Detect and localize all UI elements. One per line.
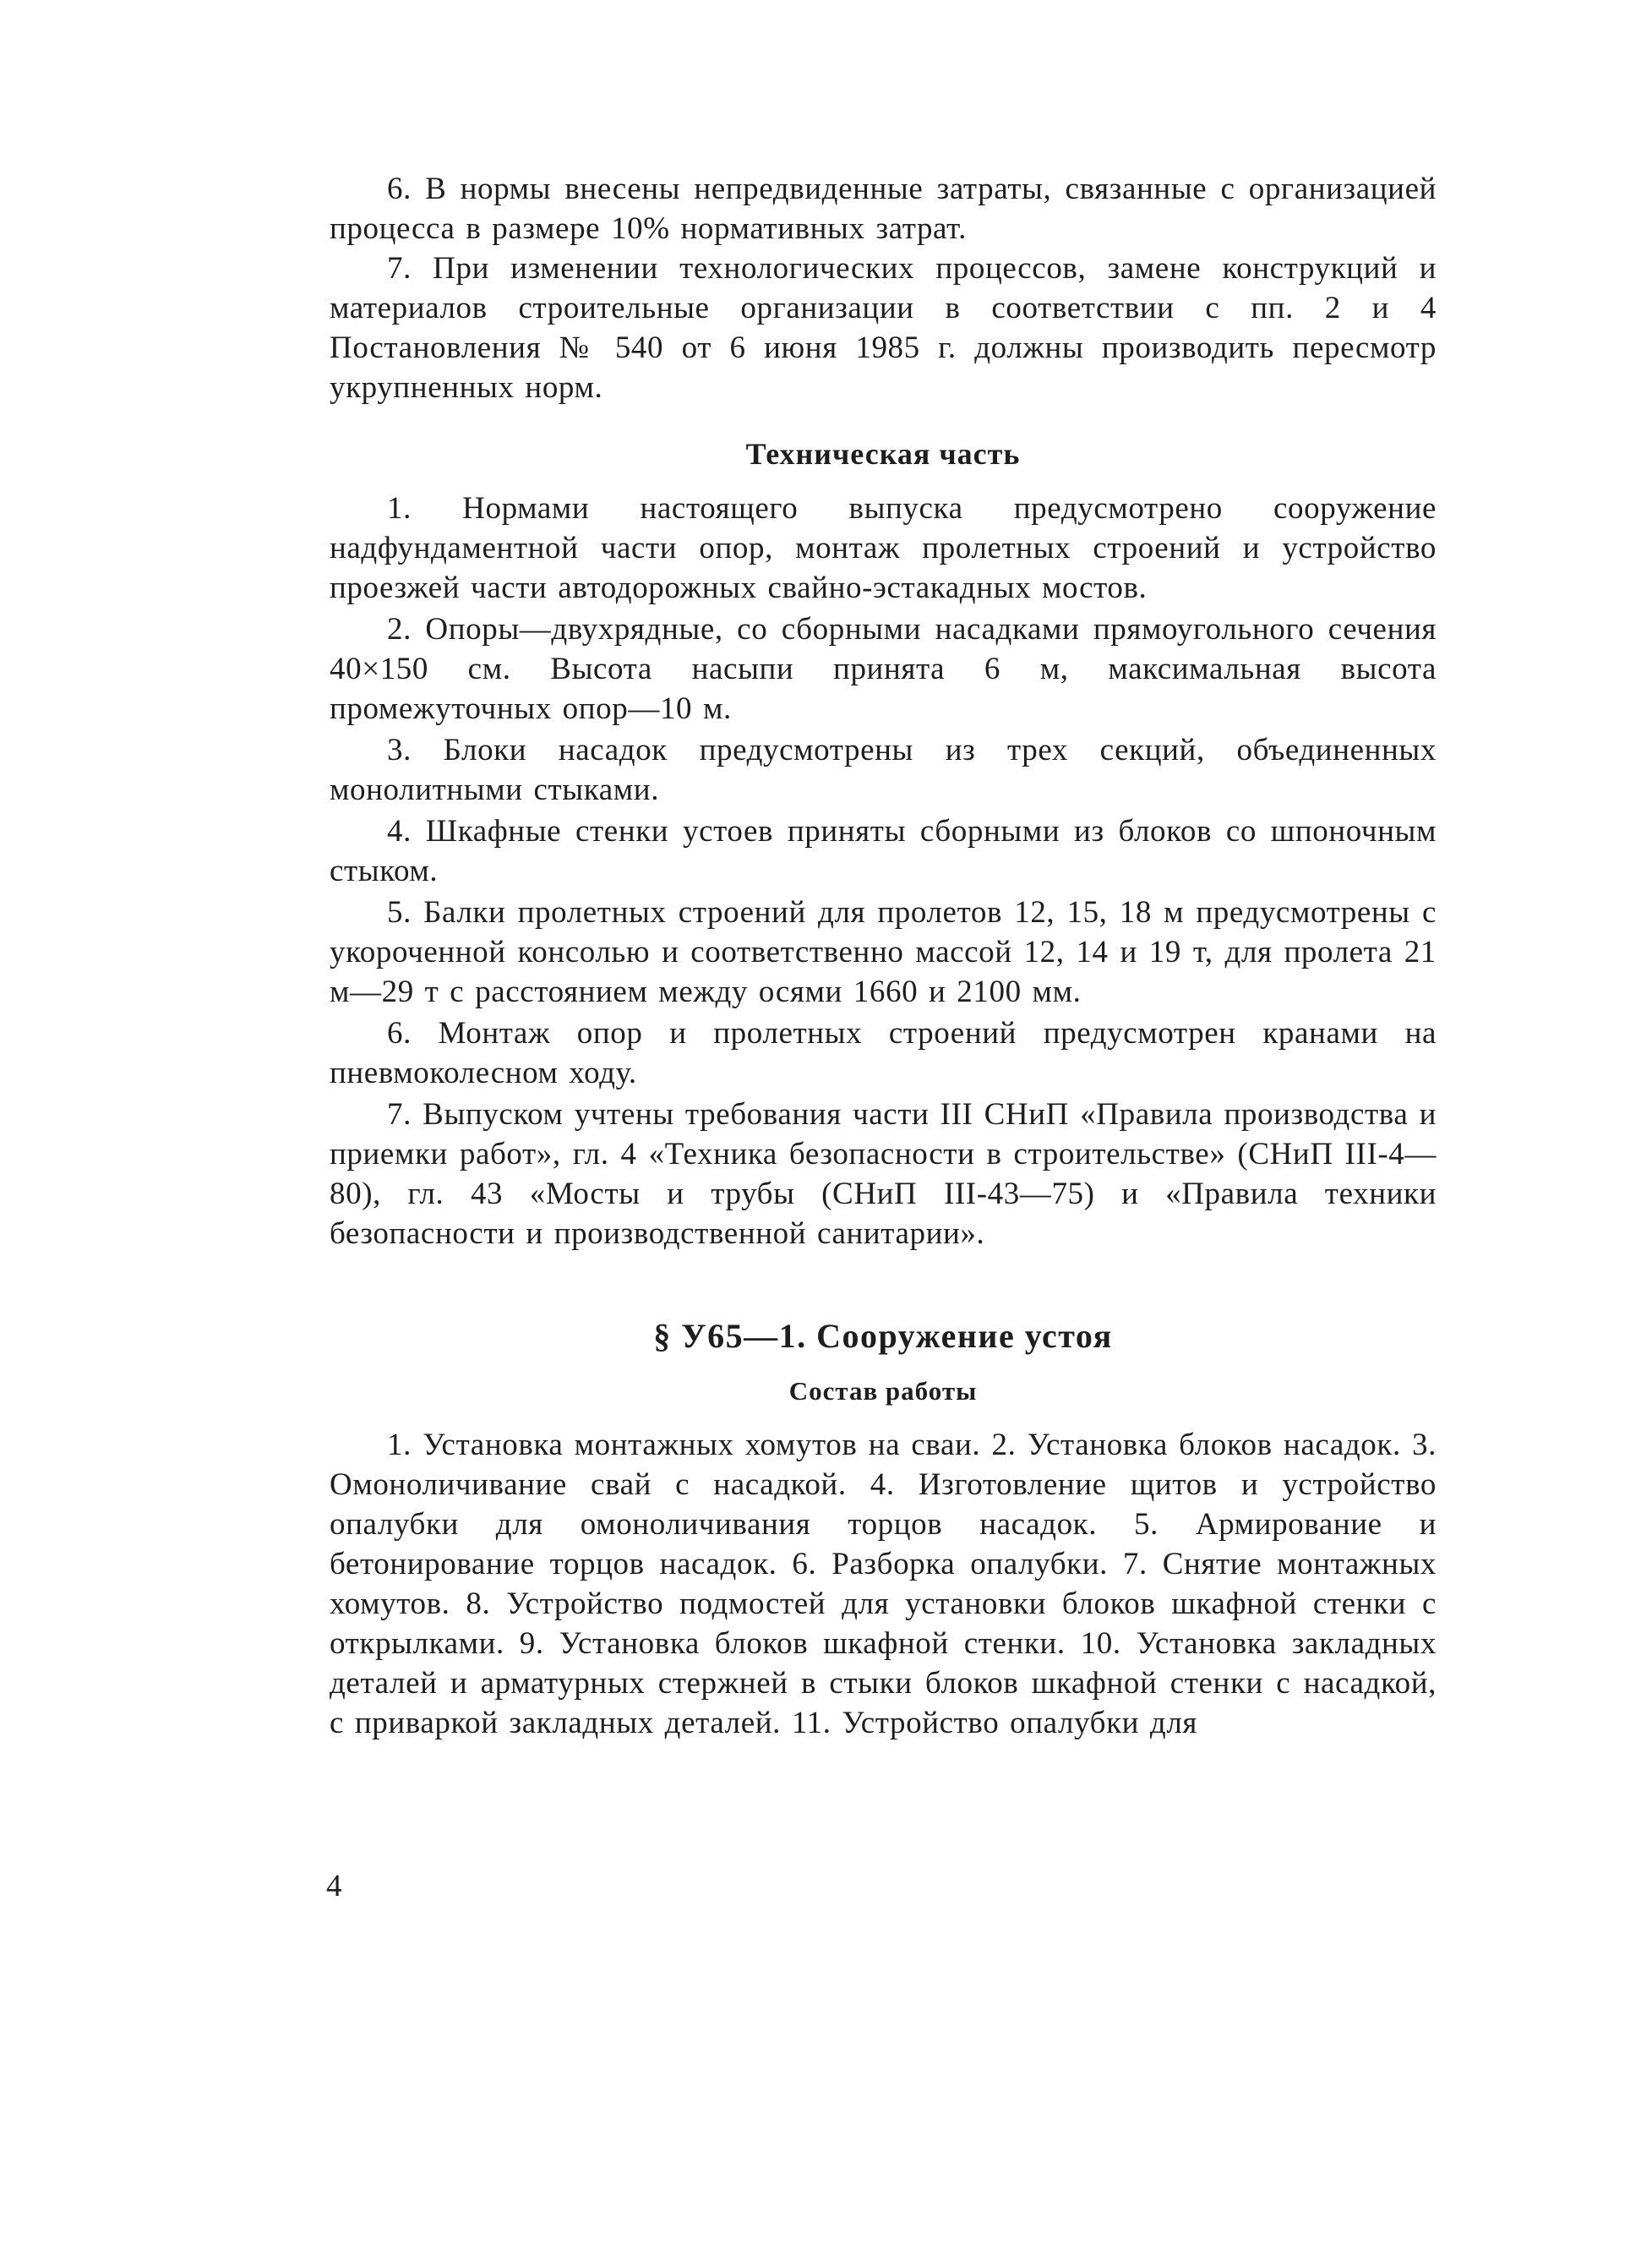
technical-part-list <box>330 489 1437 1253</box>
intro-item-7: 7. При изменении технологических процессов, замене конструкций и материалов строительные организации в соответствии с пп. 2 и 4 Постановления № 540 от 6 июня 1985 г. должны производить пересмотр укрупненных норм. <box>330 251 1437 405</box>
technical-item-7: 7. Выпуском учтены требования части III СНиП «Правила производства и приемки работ», гл. 4 «Техника безопасности в строительстве» (СНиП III-4—80), гл. 43 «Мосты и трубы (СНиП III-43—75) и «Правила техники безопасности и производственной санитарии». <box>330 1097 1437 1251</box>
work-composition-title: Состав работы <box>788 1376 978 1406</box>
section-heading: § У65—1. Сооружение устоя <box>653 1317 1113 1355</box>
technical-part-title: Техническая часть <box>745 437 1021 471</box>
intro-item-6: 6. В нормы внесены непредвиденные затраты, связанные с организацией процесса в размере 10% нормативных затрат. <box>330 172 1437 246</box>
intro-block <box>330 169 1437 407</box>
technical-item-2: 2. Опоры—двухрядные, со сборными насадками прямоугольного сечения 40×150 см. Высота насыпи принята 6 м, максимальная высота промежуточных опор—10 м. <box>330 612 1437 726</box>
technical-item-1: 1. Нормами настоящего выпуска предусмотрено сооружение надфундаментной части опор, монтаж пролетных строений и устройство проезжей части автодорожных свайно-эстакадных мостов. <box>330 491 1437 605</box>
work-composition-text: 1. Установка монтажных хомутов на сваи. 2. Установка блоков насадок. 3. Омоноличивание свай с насадкой. 4. Изготовление щитов и устройство опалубки для омоноличивания торцов насадок. 5. Армирование и бетонирование торцов насадок. 6. Разборка опалубки. 7. Снятие монтажных хомутов. 8. Устройство подмостей для установки блоков шкафной стенки с открылками. 9. Установка блоков шкафной стенки. 10. Установка закладных деталей и арматурных стержней в стыки блоков шкафной стенки с насадкой, с приваркой закладных деталей. 11. Устройство опалубки для <box>330 1428 1437 1740</box>
technical-item-3: 3. Блоки насадок предусмотрены из трех секций, объединенных монолитными стыками. <box>330 733 1437 807</box>
technical-item-4: 4. Шкафные стенки устоев приняты сборными из блоков со шпоночным стыком. <box>330 814 1437 888</box>
page-number: 4 <box>326 1869 342 1903</box>
document-page <box>330 169 1437 1743</box>
technical-item-6: 6. Монтаж опор и пролетных строений предусмотрен кранами на пневмоколесном ходу. <box>330 1016 1437 1090</box>
technical-item-5: 5. Балки пролетных строений для пролетов 12, 15, 18 м предусмотрены с укороченной консолью и соответственно массой 12, 14 и 19 т, для пролета 21 м—29 т с расстоянием между осями 1660 и 2100 мм. <box>330 895 1437 1009</box>
